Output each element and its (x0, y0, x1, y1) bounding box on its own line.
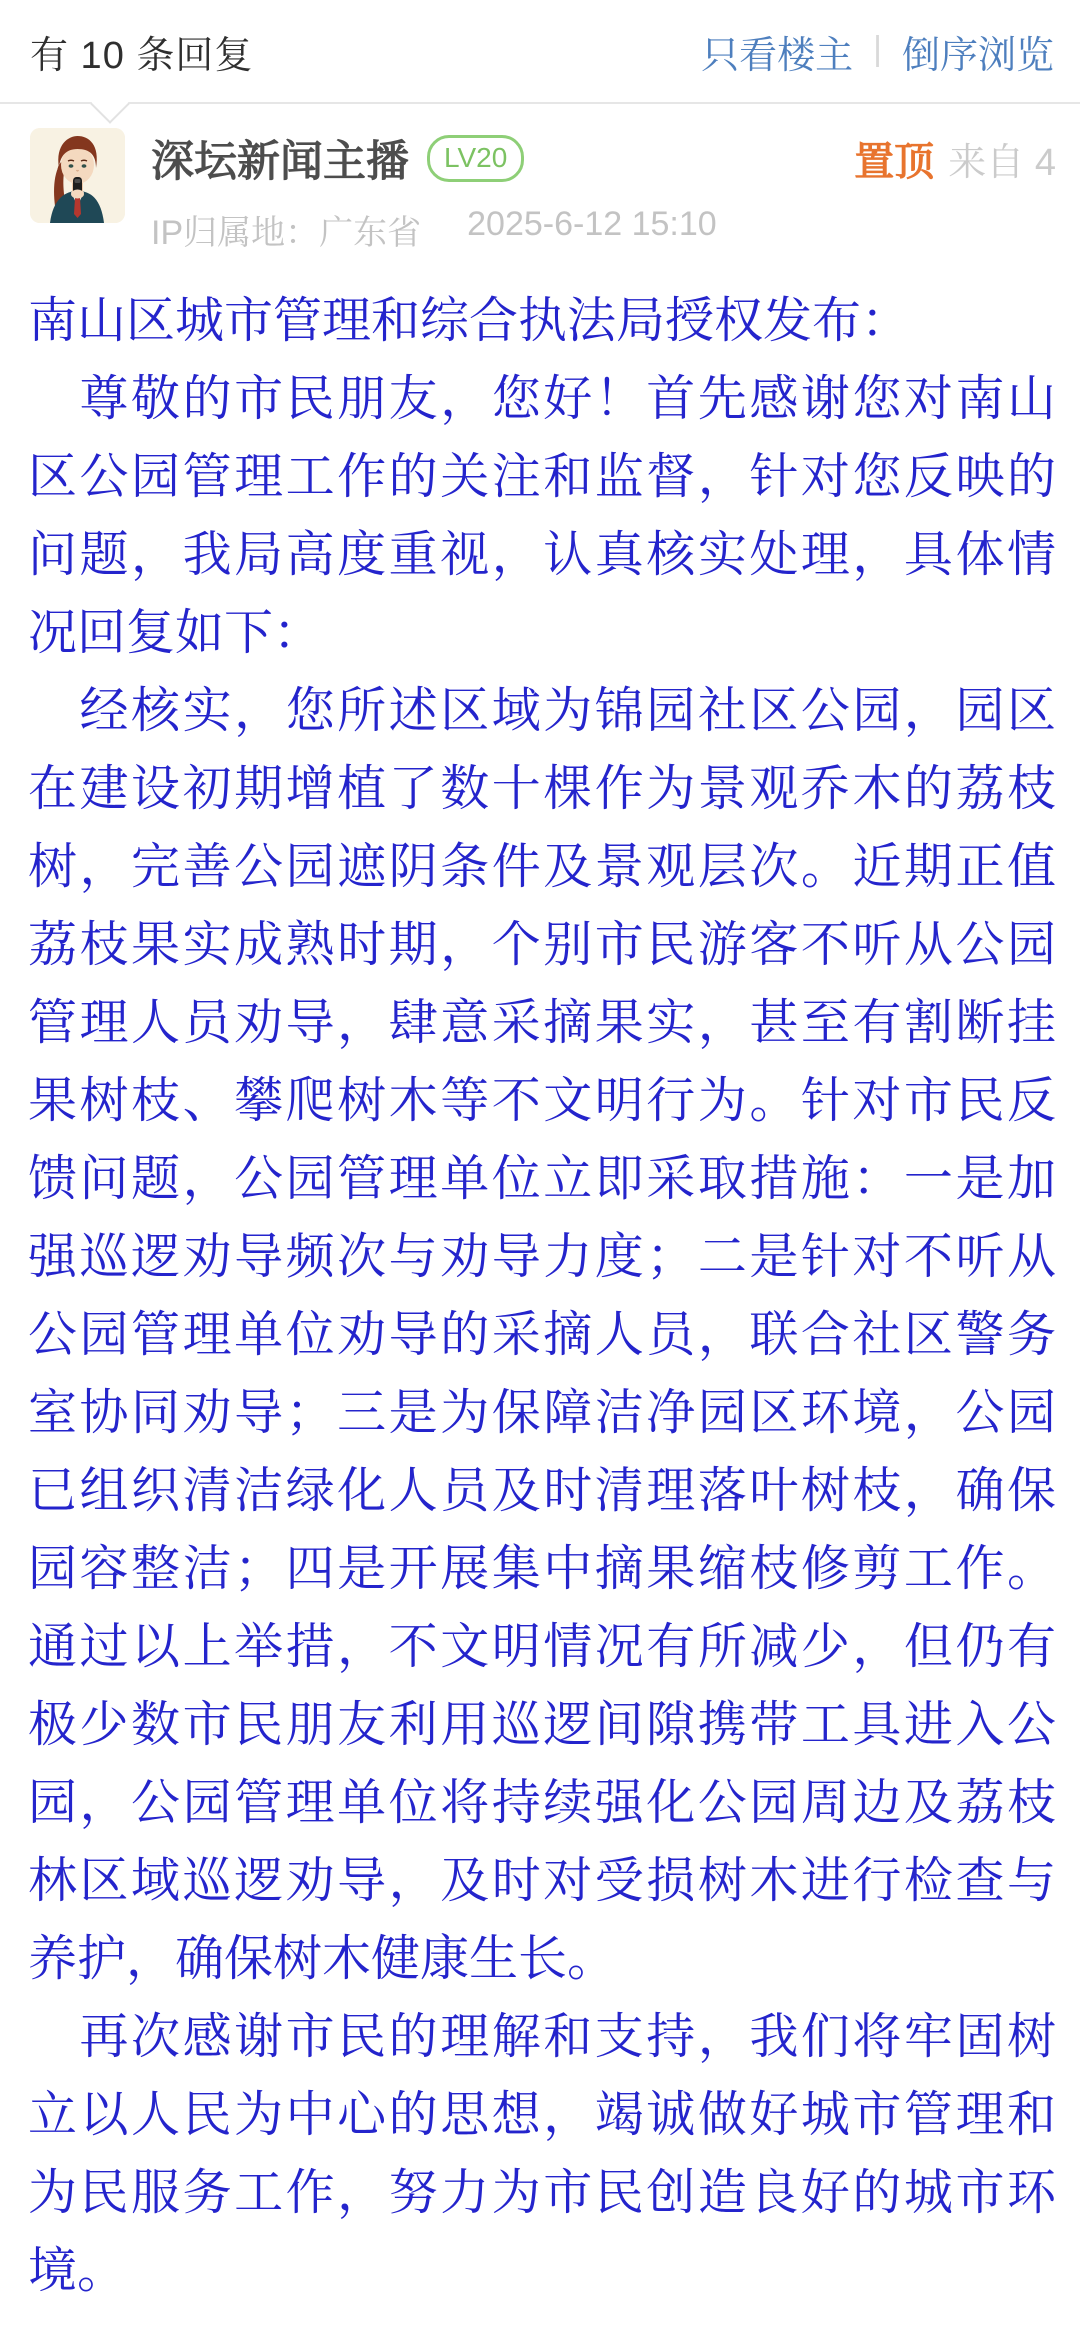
post-source-label: 来自 4 (948, 142, 1056, 184)
female-news-anchor-avatar-icon (30, 128, 125, 223)
ip-location-label: IP归属地：广东省 (151, 214, 422, 252)
post-header (0, 104, 1080, 254)
topbar-actions (701, 24, 1054, 79)
post-meta-row (151, 205, 1056, 254)
post-content (28, 282, 1056, 2310)
reply-header-bar (0, 0, 1080, 104)
post-header-info (151, 128, 1056, 254)
link-separator: | (873, 29, 882, 68)
reverse-order-link[interactable]: 倒序浏览 (901, 34, 1054, 77)
reply-count-label: 有 10 条回复 (30, 34, 254, 77)
content-paragraph: 再次感谢市民的理解和支持，我们将牢固树立以人民为中心的思想，竭诚做好城市管理和为民服务工作，努力为市民创造良好的城市环境。 (28, 2010, 1056, 2298)
user-avatar[interactable] (30, 128, 125, 223)
user-level-badge: LV20 (427, 135, 524, 182)
content-paragraph: 南山区城市管理和综合执法局授权发布： (28, 294, 911, 348)
author-row (151, 128, 1056, 189)
content-paragraph: 尊敬的市民朋友，您好！首先感谢您对南山区公园管理工作的关注和监督，针对您反映的问题，我局高度重视，认真核实处理，具体情况回复如下： (28, 372, 1056, 660)
pinned-badge: 置顶 (854, 140, 935, 184)
post-badges (854, 130, 1056, 187)
content-paragraph: 经核实，您所述区域为锦园社区公园，园区在建设初期增植了数十棵作为景观乔木的荔枝树，完善公园遮阴条件及景观层次。近期正值荔枝果实成熟时期，个别市民游客不听从公园管理人员劝导，肆意采摘果实，甚至有割断挂果树枝、攀爬树木等不文明行为。针对市民反馈问题，公园管理单位立即采取措施：一是加强巡逻劝导频次与劝导力度；二是针对不听从公园管理单位劝导的采摘人员，联合社区警务室协同劝导；三是为保障洁净园区环境，公园已组织清洁绿化人员及时清理落叶树枝，确保园容整洁；四是开展集中摘果缩枝修剪工作。通过以上举措，不文明情况有所减少，但仍有极少数市民朋友利用巡逻间隙携带工具进入公园，公园管理单位将持续强化公园周边及荔枝林区域巡逻劝导，及时对受损树木进行检查与养护，确保树木健康生长。 (28, 684, 1056, 1986)
author-username[interactable]: 深坛新闻主播 (151, 138, 409, 186)
view-author-only-link[interactable]: 只看楼主 (701, 34, 854, 77)
post-timestamp: 2025-6-12 15:10 (467, 205, 717, 243)
